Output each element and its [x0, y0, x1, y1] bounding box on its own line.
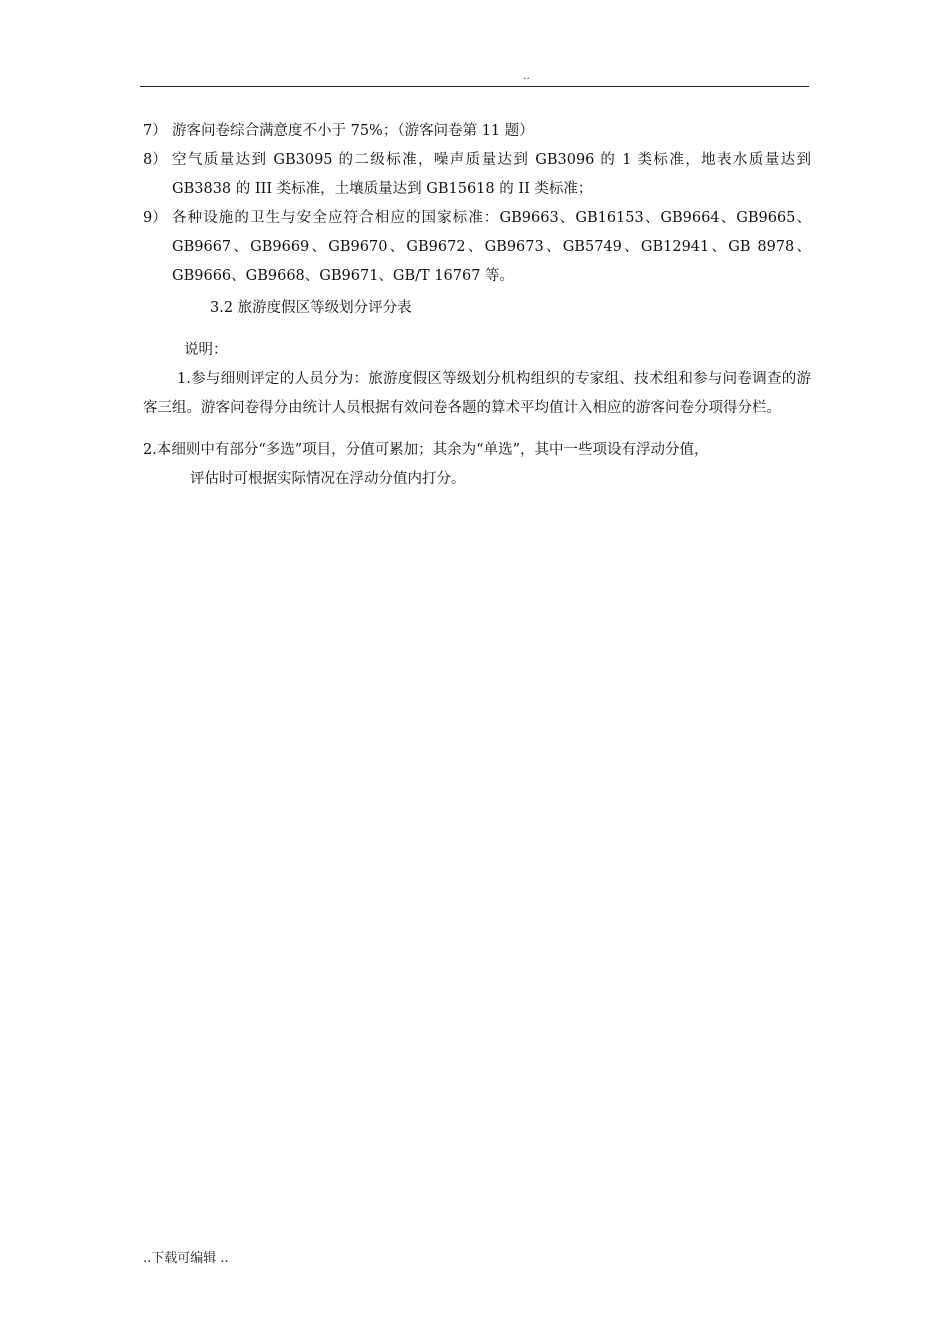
list-item: [143, 117, 811, 146]
list-item-number: 8）: [143, 152, 167, 168]
note-label: 说明：: [184, 342, 228, 358]
header-mark: ..: [523, 69, 530, 82]
section-title: 3.2 旅游度假区等级划分评分表: [210, 300, 412, 316]
paragraph-2-continuation: 评估时可根据实际情况在浮动分值内打分。: [190, 471, 466, 487]
header-rule: [140, 86, 809, 87]
list-item-number: 7）: [143, 123, 167, 139]
list-item-text: 游客问卷综合满意度不小于 75%；（游客问卷第 11 题）: [172, 123, 534, 139]
paragraph-2: 2.本细则中有部分“多选”项目，分值可累加；其余为“单选”，其中一些项设有浮动分值，: [143, 442, 709, 458]
page-footer: ..下载可编辑 ..: [143, 1251, 229, 1266]
list-item-text: 各种设施的卫生与安全应符合相应的国家标准：GB9663、GB16153、GB9664、GB9665、GB9667、GB9669、GB9670、GB9672、GB9673、GB5749、GB12941、GB 8978、GB9666、GB9668、GB9671、GB/T 16767 等。: [172, 210, 811, 284]
document-body: [143, 117, 811, 494]
list-item-number: 9）: [143, 210, 167, 226]
list-item: [143, 146, 811, 204]
list-item: [143, 204, 811, 291]
paragraph-1: 1.参与细则评定的人员分为：旅游度假区等级划分机构组织的专家组、技术组和参与问卷调查的游客三组。游客问卷得分由统计人员根据有效问卷各题的算术平均值计入相应的游客问卷分项得分栏。: [143, 371, 811, 416]
list-item-text: 空气质量达到 GB3095 的二级标准，噪声质量达到 GB3096 的 1 类标准，地表水质量达到 GB3838 的 III 类标准，土壤质量达到 GB15618 的 II 类标准；: [172, 152, 811, 197]
